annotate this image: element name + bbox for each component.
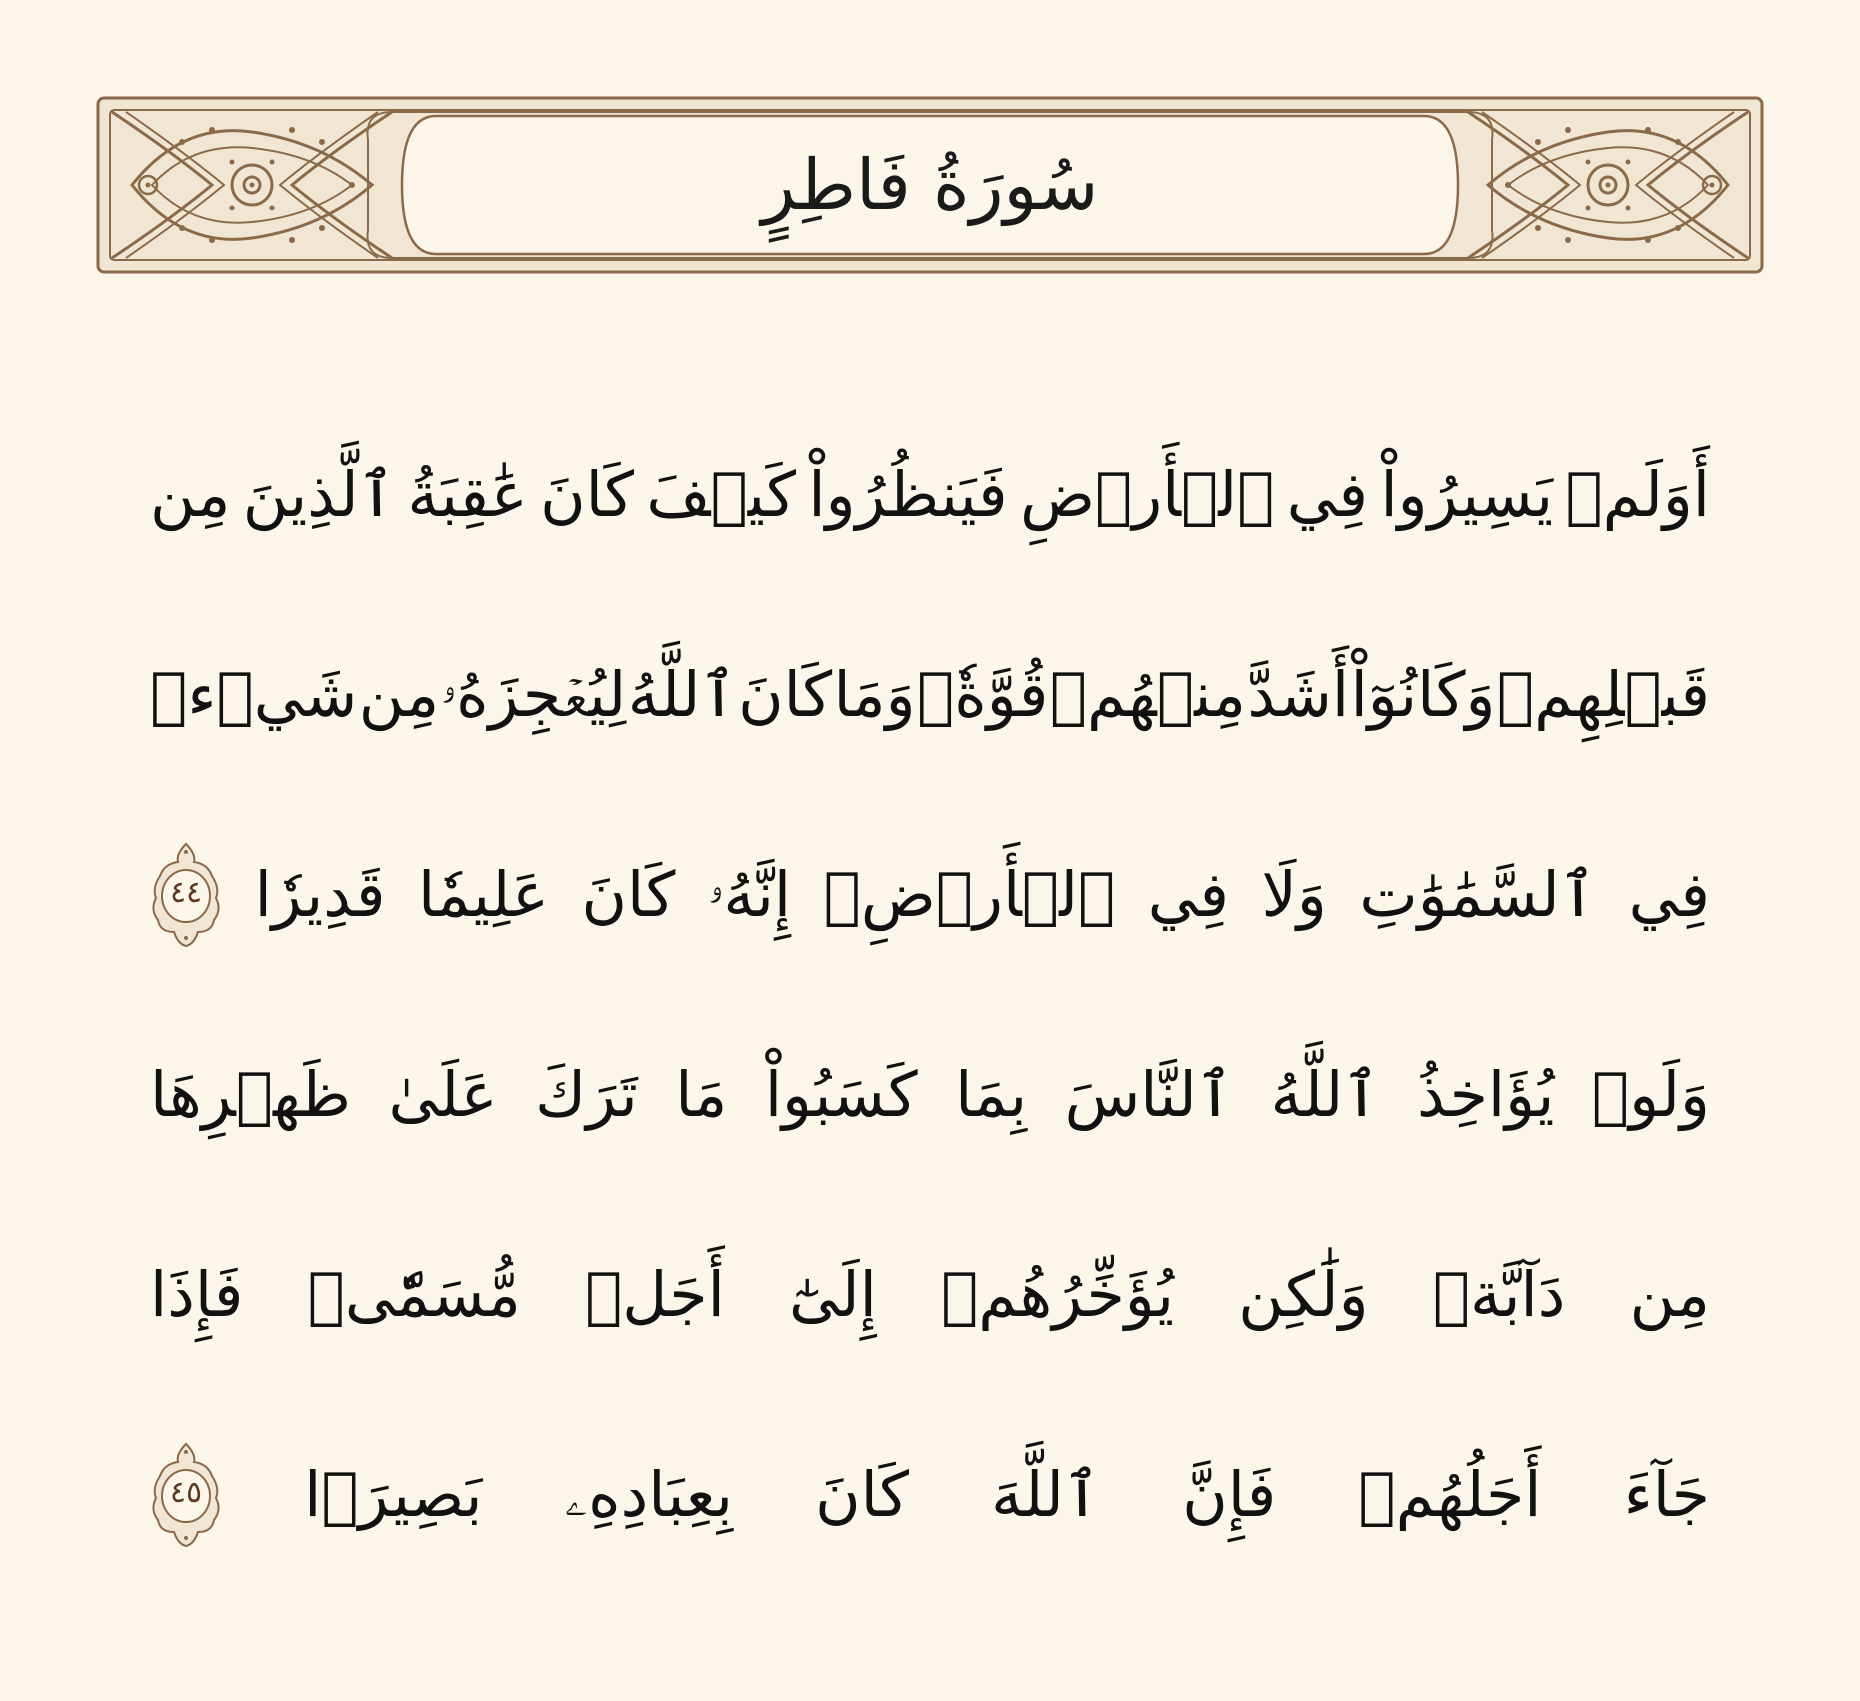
word: دَآبَّةٖ xyxy=(1432,1258,1566,1331)
word: فَيَنظُرُواْ xyxy=(808,458,1008,531)
word: كَيۡفَ xyxy=(646,458,797,531)
word: قَدِيرٗا xyxy=(254,858,386,931)
word: إِلَىٰٓ xyxy=(789,1258,877,1331)
word: فِي xyxy=(1286,458,1369,531)
word: ٱلنَّاسَ xyxy=(1064,1058,1234,1131)
word: عَٰقِبَةُ xyxy=(407,458,528,531)
word: وَلَا xyxy=(1261,858,1327,931)
word: كَانَ xyxy=(815,1458,910,1531)
ayah-number: ٤٥ xyxy=(169,1475,203,1510)
word: وَكَانُوٓاْ xyxy=(1350,658,1496,731)
word: عَلَىٰ xyxy=(388,1058,498,1131)
word: قَبۡلِهِمۡ xyxy=(1496,658,1710,731)
word: تَرَكَ xyxy=(535,1058,638,1131)
word: ٱللَّهَ xyxy=(991,1458,1101,1531)
verse-line-5 xyxy=(150,1195,1710,1395)
word: قُوَّةٗۚ xyxy=(917,658,1049,731)
ayah-end-marker xyxy=(150,840,222,950)
word: ظَهۡرِهَا xyxy=(150,1058,351,1131)
word: مِن xyxy=(1629,1258,1710,1331)
word: مُّسَمّٗىۖ xyxy=(307,1258,521,1331)
word: بِعِبَادِهِۦ xyxy=(564,1458,734,1531)
verse-line-2 xyxy=(150,595,1710,795)
verse-line-1 xyxy=(150,395,1710,595)
word: أَوَلَمۡ xyxy=(1565,458,1710,531)
word: جَآءَ xyxy=(1623,1458,1710,1531)
surah-header-frame xyxy=(96,96,1764,274)
verse-line-3 xyxy=(150,795,1710,995)
word: مَا xyxy=(675,1058,728,1131)
word: ٱلَّذِينَ xyxy=(242,458,395,531)
word: فَإِذَا xyxy=(150,1258,244,1331)
word: كَانَ xyxy=(540,458,635,531)
verses-block xyxy=(150,395,1710,1595)
word: فَإِنَّ xyxy=(1182,1458,1277,1531)
verse-line-4 xyxy=(150,995,1710,1195)
word: مِنۡهُمۡ xyxy=(1049,658,1246,731)
word: فِي xyxy=(1147,858,1230,931)
word: بِمَا xyxy=(955,1058,1028,1131)
word: عَلِيمٗا xyxy=(417,858,549,931)
word: مِن xyxy=(150,458,231,531)
word: ٱلسَّمَٰوَٰتِ xyxy=(1359,858,1597,931)
word: ٱلۡأَرۡضِ xyxy=(1020,458,1275,531)
verse-line-6 xyxy=(150,1395,1710,1595)
word: كَسَبُواْ xyxy=(764,1058,918,1131)
surah-title: سُورَةُ فَاطِرٍ xyxy=(761,144,1099,226)
ayah-end-marker xyxy=(150,1440,222,1550)
word: فِي xyxy=(1628,858,1710,931)
word: إِنَّهُۥ xyxy=(707,858,792,931)
word: أَشَدَّ xyxy=(1247,658,1350,731)
word: ٱللَّهُ xyxy=(627,658,737,731)
word: أَجَلٖ xyxy=(585,1258,725,1331)
word: وَمَا xyxy=(833,658,916,731)
word: يَسِيرُواْ xyxy=(1380,458,1554,531)
word: ٱللَّهُ xyxy=(1270,1058,1380,1131)
word: كَانَ xyxy=(581,858,676,931)
word: ٱلۡأَرۡضِۚ xyxy=(823,858,1116,931)
word: يُؤَخِّرُهُمۡ xyxy=(941,1258,1175,1331)
word: أَجَلُهُمۡ xyxy=(1358,1458,1542,1531)
ayah-number: ٤٤ xyxy=(169,875,203,910)
word: شَيۡءٖ xyxy=(150,658,358,731)
word: كَانَ xyxy=(738,658,833,731)
word: يُؤَاخِذُ xyxy=(1417,1058,1555,1131)
word: مِن xyxy=(358,658,440,731)
word: لِيُعۡجِزَهُۥ xyxy=(440,658,627,731)
word: وَلَٰكِن xyxy=(1238,1258,1369,1331)
word: وَلَوۡ xyxy=(1591,1058,1710,1131)
word: بَصِيرَۢا xyxy=(304,1458,483,1531)
